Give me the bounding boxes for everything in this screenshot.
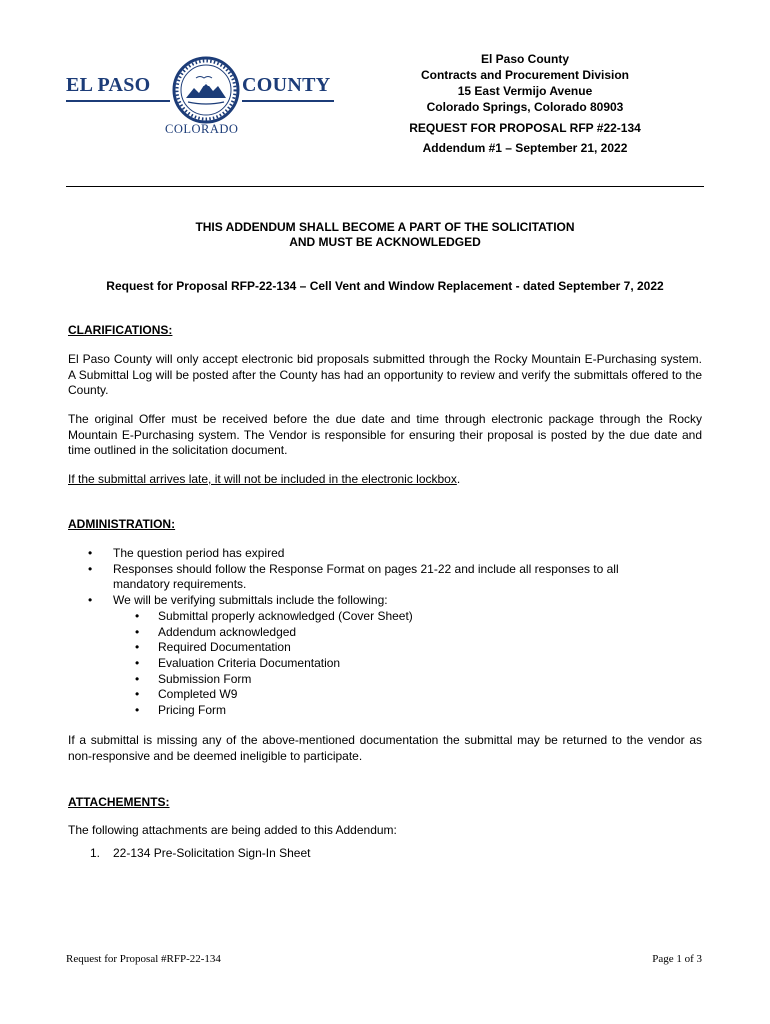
- list-item: [68, 562, 668, 593]
- attachments-intro: The following attachments are being added to this Addendum:: [68, 823, 397, 837]
- sublist-item: • Addendum acknowledged: [113, 625, 668, 641]
- sublist-item: • Completed W9: [113, 687, 668, 703]
- notice-line-2: AND MUST BE ACKNOWLEDGED: [289, 235, 481, 249]
- sublist-item: • Evaluation Criteria Documentation: [113, 656, 668, 672]
- late-submittal-note: If the submittal arrives late, it will not be included in the electronic lockbox: [68, 472, 457, 486]
- county-seal-icon: [172, 56, 240, 124]
- administration-heading: ADMINISTRATION:: [68, 517, 176, 531]
- sublist-item: • Required Documentation: [113, 640, 668, 656]
- header-line: Colorado Springs, Colorado 80903: [426, 100, 624, 114]
- logo-rule-left: [66, 100, 170, 102]
- attachment-number: 1.: [90, 846, 101, 860]
- verification-sublist: [113, 609, 668, 719]
- header-addendum-date: Addendum #1 – September 21, 2022: [422, 141, 628, 155]
- header-address: [390, 51, 660, 115]
- logo-sub-text: COLORADO: [165, 122, 239, 136]
- list-item: [68, 593, 668, 719]
- rfp-subject: Request for Proposal RFP-22-134 – Cell Vent and Window Replacement - dated September 7, 2022: [106, 279, 664, 293]
- header-line: Contracts and Procurement Division: [420, 68, 630, 82]
- attachments-heading: ATTACHEMENTS:: [68, 795, 170, 809]
- list-item-text: We will be verifying submittals include the following:: [113, 593, 388, 608]
- addendum-notice: [66, 220, 704, 250]
- header-line: El Paso County: [480, 52, 569, 66]
- header-line: 15 East Vermijo Avenue: [457, 84, 593, 98]
- logo-rule-right: [242, 100, 334, 102]
- list-item: • The question period has expired: [68, 546, 668, 562]
- clarifications-paragraph-3: [68, 472, 702, 488]
- sublist-item: • Submittal properly acknowledged (Cover Sheet): [113, 609, 668, 625]
- late-submittal-period: .: [456, 472, 461, 486]
- header-rfp-number: REQUEST FOR PROPOSAL RFP #22-134: [409, 121, 641, 135]
- clarifications-paragraph-2: The original Offer must be received before the due date and time through electronic package through the Rocky Mountain E-Purchasing system. The Vendor is responsible for ensuring their proposal is posted by the due date and time outlined in the solicitation document.: [68, 412, 702, 457]
- sublist-item: • Submission Form: [113, 672, 668, 688]
- sublist-item: • Pricing Form: [113, 703, 668, 719]
- list-item-text: Responses should follow the Response Format on pages 21-22 and include all responses to all mandatory requirements.: [113, 561, 619, 592]
- administration-closing: If a submittal is missing any of the above-mentioned documentation the submittal may be returned to the vendor as non-responsive and be deemed ineligible to participate.: [68, 733, 702, 763]
- logo-left-text: EL PASO: [66, 74, 151, 96]
- logo-right-text: COUNTY: [242, 74, 331, 96]
- footer-page-number: Page 1 of 3: [652, 953, 702, 965]
- footer-document-id: Request for Proposal #RFP-22-134: [66, 953, 221, 965]
- clarifications-heading: CLARIFICATIONS:: [68, 323, 173, 337]
- header-divider: [66, 186, 704, 187]
- county-logo: [66, 52, 346, 142]
- attachment-title: 22-134 Pre-Solicitation Sign-In Sheet: [113, 846, 311, 860]
- administration-list: [68, 546, 668, 719]
- notice-line-1: THIS ADDENDUM SHALL BECOME A PART OF THE SOLICITATION: [195, 220, 575, 234]
- clarifications-paragraph-1: El Paso County will only accept electronic bid proposals submitted through the Rocky Mountain E-Purchasing system. A Submittal Log will be posted after the County has had an opportunity to review and verify the submittals offered to the County.: [68, 352, 702, 397]
- attachment-item: [90, 846, 310, 860]
